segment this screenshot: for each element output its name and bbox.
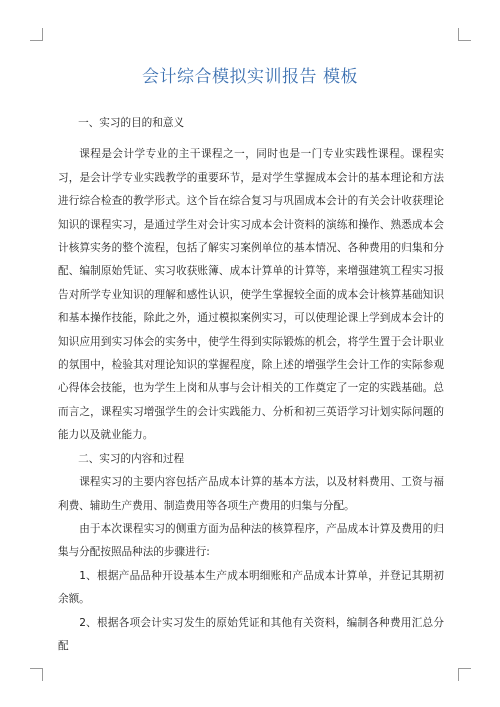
body-paragraph: 课程是会计学专业的主干课程之一，同时也是一门专业实践性课程。课程实习，是会计学专业实践教学的重要环节，是对学生掌握成本会计的基本理论和方法进行综合检查的教学形式。这个旨在综合复习与巩固成本会计的有关会计收获理论知识的课程实习，是通过学生对会计实习成本会计资料的演练和操作、熟悉成本会计核算实务的整个流程，包括了解实习案例单位的基本情况、各种费用的归集和分配、编制原始凭证、实习收获账簿、成本计算单的计算等，来增强建筑工程实习报告对所学专业知识的理解和感性认识，使学生掌握较全面的成本会计核算基础知识和基本操作技能，除此之外，通过模拟案例实习，可以使理论课上学到成本会计的知识应用到实习体会的实务中，使学生得到实际锻炼的机会，将学生置于会计职业的氛围中，检验其对理论知识的掌握程度，除上述的增强学生会计工作的实际参观心得体会技能，也为学生上岗和从事与会计相关的工作奠定了一定的实践基础。总而言之，课程实习增强学生的会计实践能力、分析和初三英语学习计划实际问题的能力以及就业能力。 — [58, 148, 444, 442]
document-body — [58, 112, 444, 658]
body-paragraph: 课程实习的主要内容包括产品成本计算的基本方法，以及材料费用、工资与福利费、辅助生产费用、制造费用等各项生产费用的归集与分配。 — [58, 476, 444, 512]
body-paragraph: 2、根据各项会计实习发生的原始凭证和其他有关资料，编制各种费用汇总分配 — [58, 616, 444, 652]
document-title: 会计综合模拟实训报告 模板 — [142, 67, 358, 87]
crop-mark-top-left — [30, 28, 43, 41]
crop-mark-bottom-right — [458, 668, 471, 681]
body-paragraph: 由于本次课程实习的侧重方面为品种法的核算程序，产品成本计算及费用的归集与分配按照品种法的步骤进行: — [58, 522, 444, 559]
section-heading: 二、实习的内容和过程 — [78, 452, 185, 465]
crop-mark-bottom-left — [30, 668, 43, 681]
spacer — [58, 135, 444, 143]
crop-mark-top-right — [458, 28, 471, 41]
body-paragraph: 1、根据产品品种开设基本生产成本明细账和产品成本计算单，并登记其期初余额。 — [58, 569, 444, 606]
section-heading: 一、实习的目的和意义 — [78, 117, 185, 129]
